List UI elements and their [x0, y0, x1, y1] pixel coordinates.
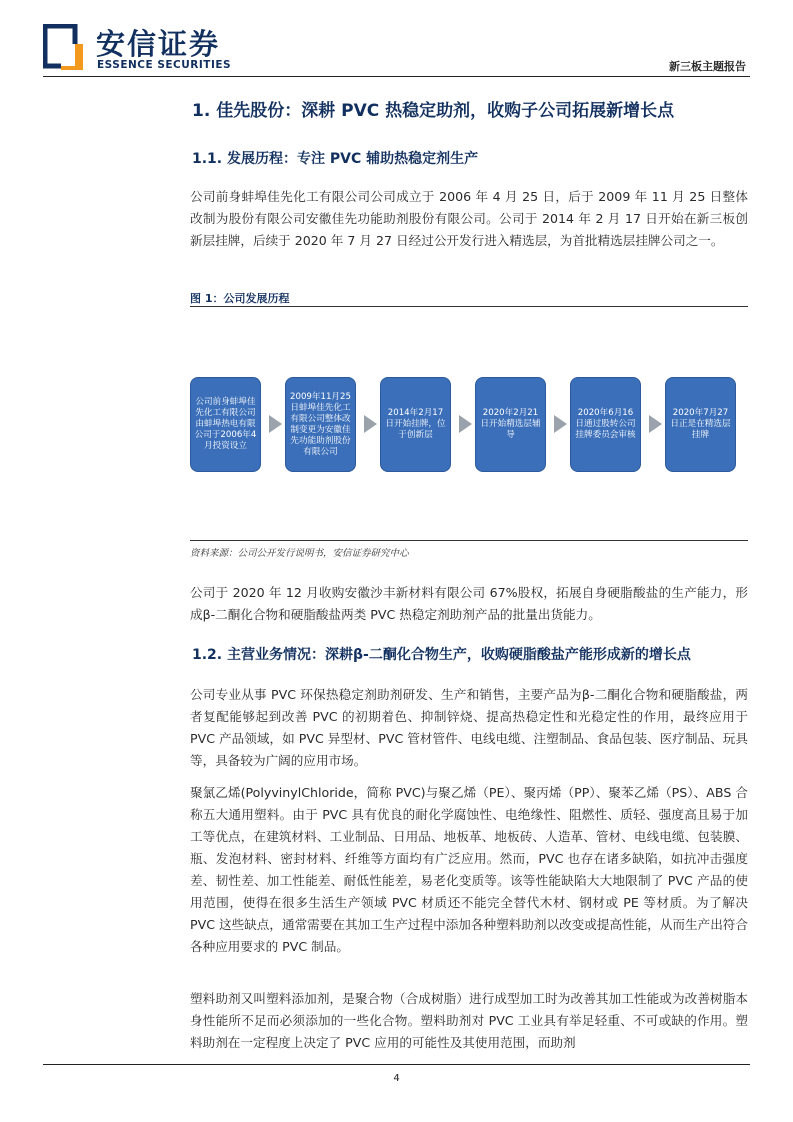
section-1-2-heading: 1.2. 主营业务情况：深耕β-二酮化合物生产，收购硬脂酸盐产能形成新的增长点	[192, 647, 691, 663]
development-timeline	[190, 377, 750, 472]
paragraph-history: 公司前身蚌埠佳先化工有限公司公司成立于 2006 年 4 月 25 日，后于 2009 年 11 月 25 日整体改制为股份有限公司安徽佳先功能助剂股份有限公司。公司于 2014 年 2 月 17 日开始在新三板创新层挂牌，后续于 2020 年 7 月 27 日经过公开发行进入精选层，为首批精选层挂牌公司之一。	[190, 189, 748, 248]
section-1-heading: 1. 佳先股份：深耕 PVC 热稳定助剂，收购子公司拓展新增长点	[192, 101, 675, 121]
figure-top-rule	[190, 306, 748, 307]
paragraph-pvc-overview: 聚氯乙烯(PolyvinylChloride，简称 PVC)与聚乙烯（PE）、聚丙烯（PP）、聚苯乙烯（PS）、ABS 合称五大通用塑料。由于 PVC 具有优良的耐化学腐蚀性、电绝缘性、阻燃性、质轻、强度高且易于加工等优点，在建筑材料、工业制品、日用品、地板革、地板砖、人造革、管材、电线电缆、包装膜、瓶、发泡材料、密封材料、纤维等方面均有广泛应用。然而，PVC 也存在诸多缺陷，如抗冲击强度差、韧性差、加工性能差、耐低性能差，易老化变质等。该等性能缺陷大大地限制了 PVC 产品的使用范围，使得在很多生活生产领域 PVC 材质还不能完全替代木材、钢材或 PE 等材质。为了解决 PVC 这些缺点，通常需要在其加工生产过程中添加各种塑料助剂以改变或提高性能，从而生产出符合各种应用要求的 PVC 制品。	[190, 785, 748, 954]
figure-bottom-rule	[190, 540, 748, 541]
brand-name-en: ESSENCE SECURITIES	[97, 59, 232, 71]
figure-source-note: 资料来源：公司公开发行说明书，安信证券研究中心	[190, 548, 409, 559]
arrow-right-icon	[554, 415, 567, 433]
arrow-right-icon	[459, 415, 472, 433]
timeline-step: 2009年11月25日蚌埠佳先化工有限公司整体改制变更为安徽佳先功能助剂股份有限公司	[285, 377, 356, 472]
page-header	[0, 0, 793, 80]
timeline-step: 2020年2月21日开始精选层辅导	[475, 377, 546, 472]
report-type-label: 新三板主题报告	[669, 60, 746, 73]
arrow-right-icon	[364, 415, 377, 433]
paragraph-plastic-additives: 塑料助剂又叫塑料添加剂，是聚合物（合成树脂）进行成型加工时为改善其加工性能或为改善树脂本身性能所不足而必须添加的一些化合物。塑料助剂对 PVC 工业具有举足轻重、不可或缺的作用。塑料助剂在一定程度上决定了 PVC 应用的可能性及其使用范围，而助剂	[190, 991, 748, 1050]
page-number: 4	[393, 1073, 400, 1084]
paragraph-acquisition: 公司于 2020 年 12 月收购安徽沙丰新材料有限公司 67%股权，拓展自身硬脂酸盐的生产能力，形成β-二酮化合物和硬脂酸盐两类 PVC 热稳定剂助剂产品的批量出货能力。	[190, 585, 748, 622]
footer-divider	[43, 1064, 750, 1065]
timeline-step: 2020年6月16日通过股转公司挂牌委员会审核	[570, 377, 641, 472]
figure-1-title: 图 1：公司发展历程	[190, 292, 290, 305]
essence-logo-icon	[43, 24, 85, 72]
timeline-step: 2014年2月17日开始挂牌，位于创新层	[380, 377, 451, 472]
section-1-1-heading: 1.1. 发展历程：专注 PVC 辅助热稳定剂生产	[192, 151, 479, 167]
header-divider	[43, 76, 750, 77]
arrow-right-icon	[269, 415, 282, 433]
paragraph-main-business: 公司专业从事 PVC 环保热稳定剂助剂研发、生产和销售，主要产品为β-二酮化合物和硬脂酸盐，两者复配能够起到改善 PVC 的初期着色、抑制锌烧、提高热稳定性和光稳定性的作用，最终应用于 PVC 产品领域，如 PVC 异型材、PVC 管材管件、电线电缆、注塑制品、食品包装、医疗制品、玩具等，具备较为广阔的应用市场。	[190, 687, 748, 768]
brand-name-cn: 安信证券	[96, 27, 221, 61]
timeline-step: 公司前身蚌埠佳先化工有限公司由蚌埠热电有限公司于2006年4月投资设立	[190, 377, 261, 472]
arrow-right-icon	[649, 415, 662, 433]
timeline-step: 2020年7月27日正是在精选层挂牌	[665, 377, 736, 472]
